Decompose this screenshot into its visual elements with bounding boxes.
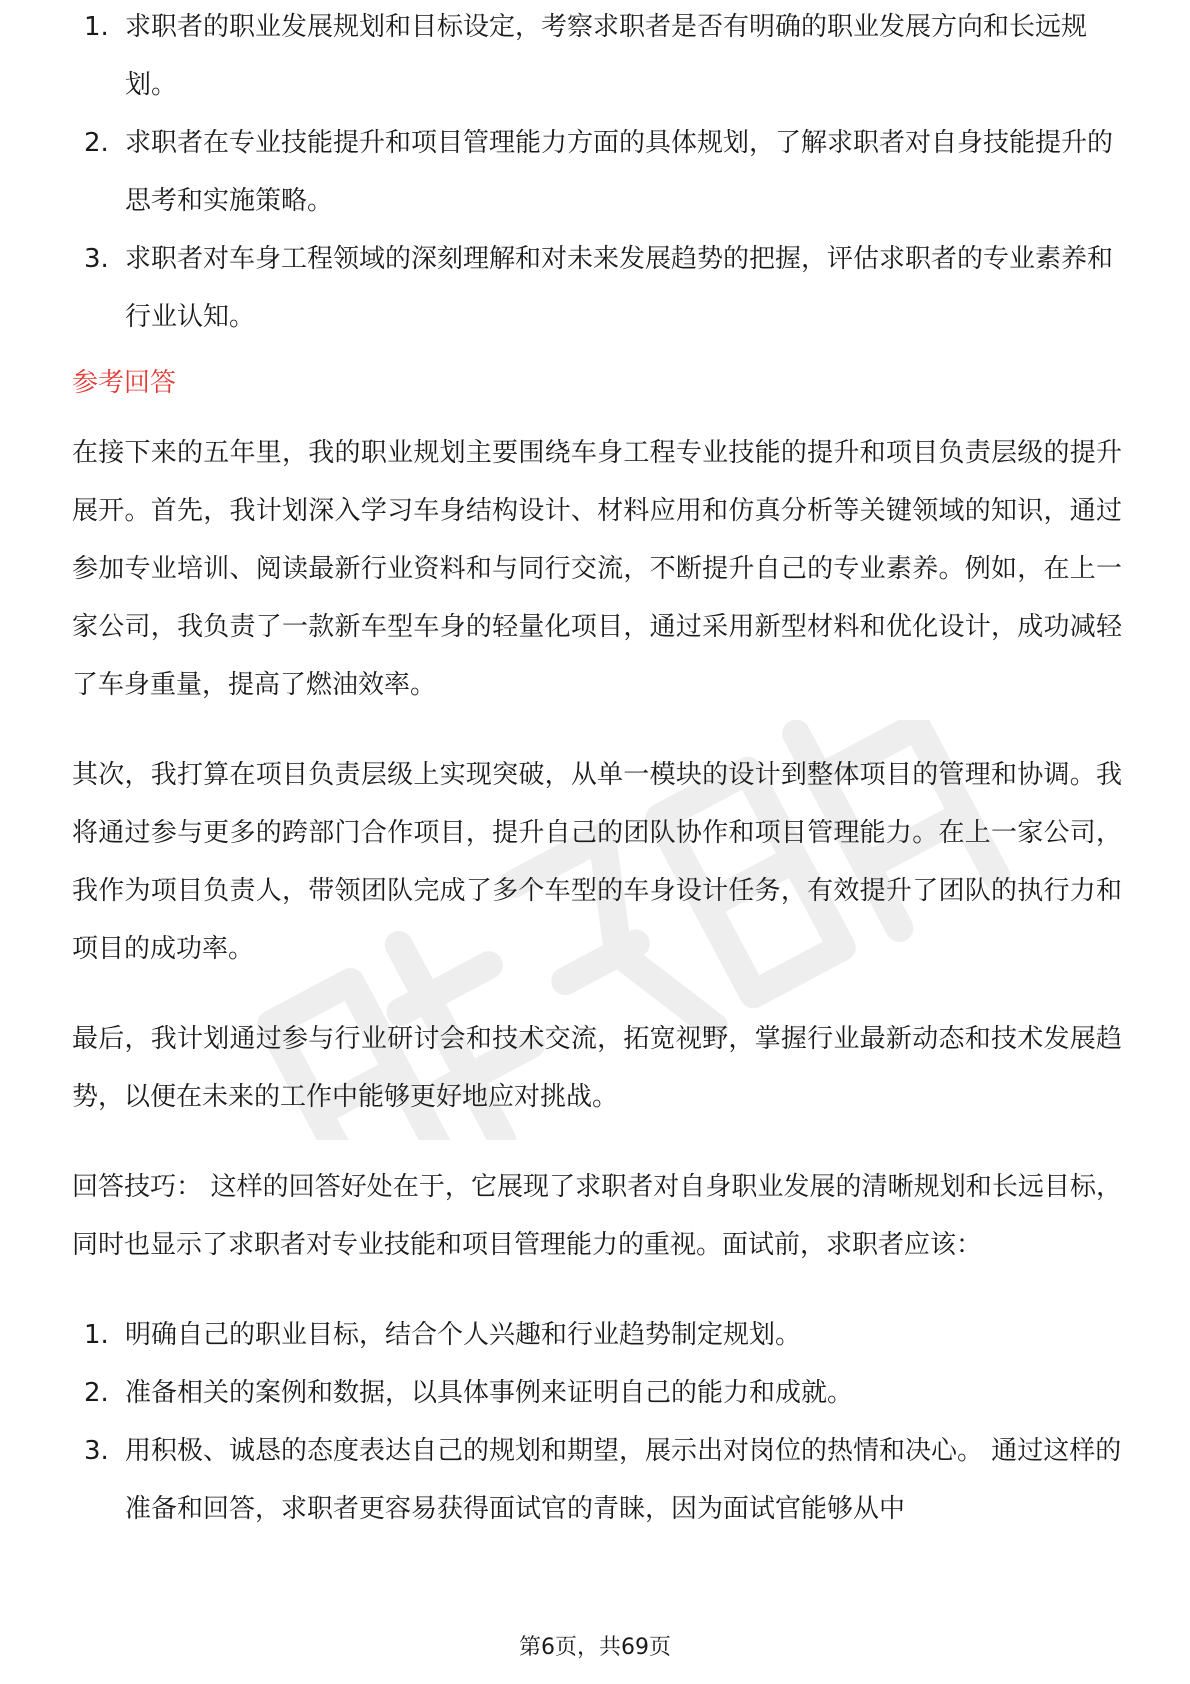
list-item-text: 求职者在专业技能提升和项目管理能力方面的具体规划，了解求职者对自身技能提升的思考和实施策略。 [125,128,1114,216]
list-item-text: 明确自己的职业目标，结合个人兴趣和行业趋势制定规划。 [125,1320,802,1350]
list-item [72,114,1122,230]
list-item [72,230,1122,346]
list-number: 1. [84,1320,109,1350]
section-heading: 参考回答 [72,368,177,398]
list-item [72,1422,1122,1538]
list-item-text: 求职者的职业发展规划和目标设定，考察求职者是否有明确的职业发展方向和长远规划。 [125,12,1088,100]
tips-list [72,1306,1122,1538]
list-item [72,0,1122,114]
list-item-text: 求职者对车身工程领域的深刻理解和对未来发展趋势的把握，评估求职者的专业素养和行业认知。 [125,244,1114,332]
list-item [72,1364,1122,1422]
list-number: 3. [84,1436,109,1466]
list-item-text: 准备相关的案例和数据，以具体事例来证明自己的能力和成就。 [125,1378,854,1408]
tips-paragraph: 回答技巧： 这样的回答好处在于，它展现了求职者对自身职业发展的清晰规划和长远目标，同时也显示了求职者对专业技能和项目管理能力的重视。面试前，求职者应该： [72,1172,1122,1260]
page-footer: 第6页，共69页 [519,1635,671,1660]
list-item-text: 用积极、诚恳的态度表达自己的规划和期望，展示出对岗位的热情和决心。 通过这样的准备和回答，求职者更容易获得面试官的青睐，因为面试官能够从中 [125,1436,1122,1524]
answer-paragraph: 最后，我计划通过参与行业研讨会和技术交流，拓宽视野，掌握行业最新动态和技术发展趋势，以便在未来的工作中能够更好地应对挑战。 [72,1024,1122,1112]
list-number: 3. [84,244,109,274]
criteria-list [72,0,1122,346]
list-number: 2. [84,1378,109,1408]
list-item [72,1306,1122,1364]
page-content [72,12,1122,1538]
list-number: 2. [84,128,109,158]
list-number: 1. [84,12,109,42]
answer-paragraph: 在接下来的五年里，我的职业规划主要围绕车身工程专业技能的提升和项目负责层级的提升展开。首先，我计划深入学习车身结构设计、材料应用和仿真分析等关键领域的知识，通过参加专业培训、阅读最新行业资料和与同行交流，不断提升自己的专业素养。例如，在上一家公司，我负责了一款新车型车身的轻量化项目，通过采用新型材料和优化设计，成功减轻了车身重量，提高了燃油效率。 [72,438,1122,700]
answer-paragraph: 其次，我打算在项目负责层级上实现突破，从单一模块的设计到整体项目的管理和协调。我将通过参与更多的跨部门合作项目，提升自己的团队协作和项目管理能力。在上一家公司，我作为项目负责人，带领团队完成了多个车型的车身设计任务，有效提升了团队的执行力和项目的成功率。 [72,760,1122,964]
